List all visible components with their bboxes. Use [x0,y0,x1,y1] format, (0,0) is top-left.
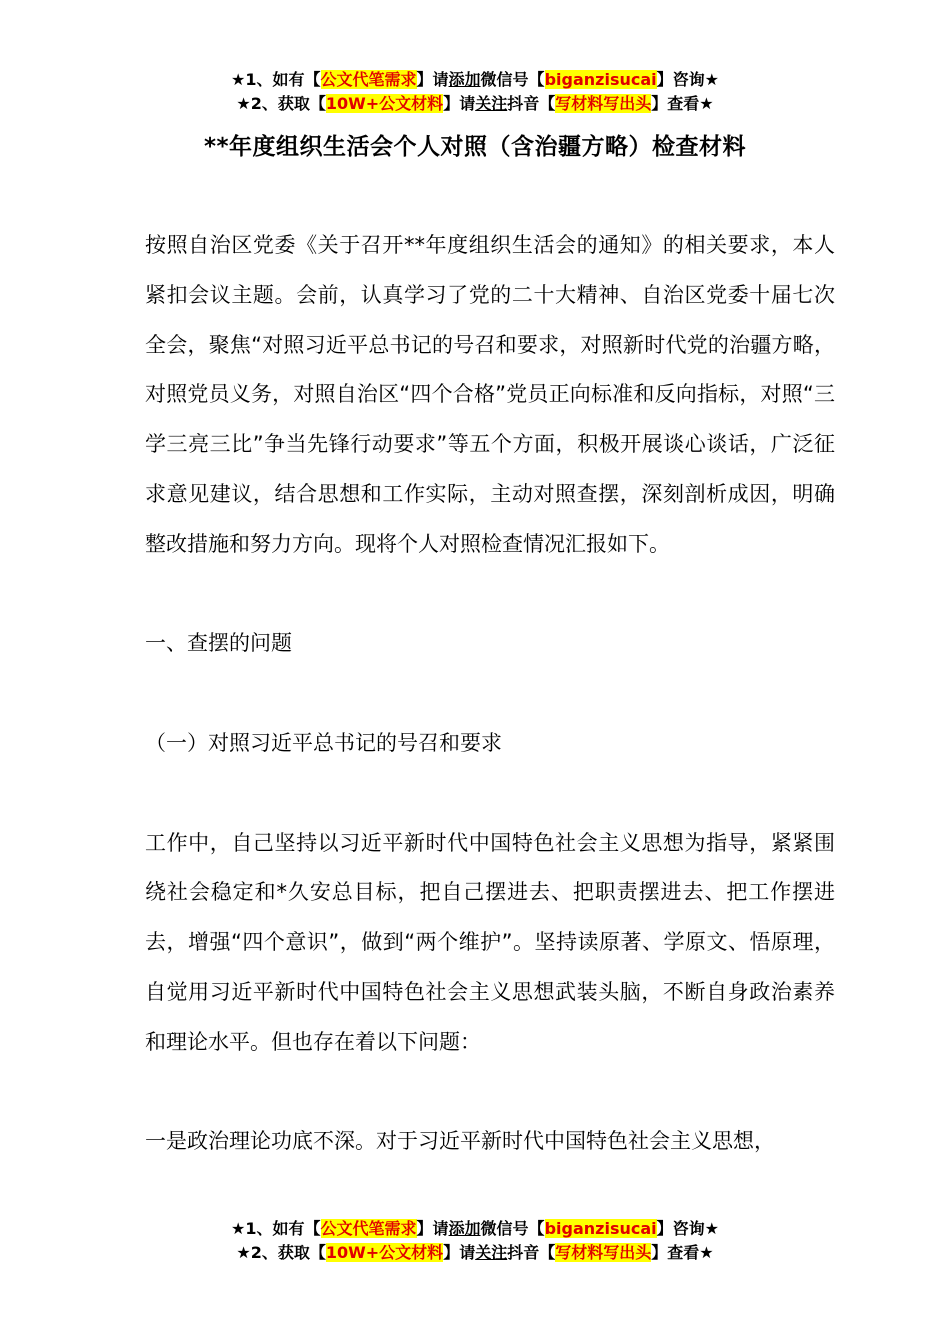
text-line: 按照自治区党委《关于召开**年度组织生活会的通知》的相关要求， [145,233,793,257]
text-line: 把工作摆进去，增强“四个意识”，做到“两个维护”。坚持读原 [145,880,836,955]
banner-line-1 [0,1217,950,1241]
banner-text: 】咨询★ [656,1219,719,1238]
banner-line-2 [0,92,950,116]
banner-text: 】查看★ [651,94,714,113]
text-line: 工作中，自己坚持以习近平新时代中国特色社会主义思想为指导， [145,830,771,855]
text-line: 正向标准和反向指标，对照“三学三亮三比”争当先锋行动要求” [145,382,835,457]
text-line: 等五个方面，积极开展谈心谈话，广泛征求意见建议，结合思想和 [145,432,836,506]
text-line: 委十届七次全会，聚焦“对照习近平总书记的号召和要求，对照新 [145,282,836,357]
text-line: 时代党的治疆方略，对照党员义务，对照自治区“四个合格”党员 [145,332,835,407]
banner-text: ★1、如有【 [231,70,321,89]
banner-highlight: 写材料写出头 [555,1243,652,1262]
banner-text: 】请 [416,70,449,89]
banner-highlight: 写材料写出头 [555,94,652,113]
banner-line-2 [0,1241,950,1265]
header-banner [0,68,950,116]
text-line: 一是政治理论功底不深。对于习近平新时代中国特色社会主义思想， [145,1129,775,1154]
banner-underlined-text: 添加 [448,1219,481,1238]
intro-paragraph [145,221,835,570]
banner-text: 抖音【 [507,94,556,113]
banner-underlined-text: 关注 [475,94,508,113]
text-line: 向。现将个人对照检查情况汇报如下。 [313,531,670,556]
text-line: 工作实际，主动对照查摆，深刻剖析成因，明确整改措施和努力方 [145,481,836,556]
banner-text: ★2、获取【 [236,94,326,113]
banner-text: 微信号【 [480,1219,545,1238]
body-paragraph [145,819,835,1068]
banner-underlined-text: 关注 [475,1243,508,1262]
body-paragraph [145,1117,835,1167]
banner-line-1 [0,68,950,92]
spacer [145,769,835,819]
text-line: 紧紧围绕社会稳定和*久安总目标，把自己摆进去、把职责摆进去、 [145,830,836,905]
banner-text: 】查看★ [651,1243,714,1262]
document-title: **年度组织生活会个人对照（含治疆方略）检查材料 [203,134,747,160]
text-line: 本人紧扣会议主题。会前，认真学习了党的二十大精神、自治区党 [145,233,836,307]
banner-text: 】请 [443,1243,476,1262]
banner-text: ★1、如有【 [231,1219,321,1238]
section-heading: 一、查摆的问题 [145,631,292,656]
spacer [145,669,835,719]
footer-banner [0,1217,950,1265]
banner-text: 微信号【 [480,70,545,89]
spacer [145,1068,835,1118]
banner-highlight: biganzisucai [544,1219,657,1238]
subsection-heading: （一）对照习近平总书记的号召和要求 [145,730,502,755]
banner-text: 】请 [416,1219,449,1238]
banner-underlined-text: 添加 [448,70,481,89]
banner-text: 】咨询★ [656,70,719,89]
banner-text: 抖音【 [507,1243,556,1262]
text-line: 武装头脑，不断自身政治素养和理论水平。但也存在着以下问题： [145,979,835,1054]
banner-highlight: biganzisucai [544,70,657,89]
spacer [145,570,835,620]
document-body [145,221,835,1167]
banner-highlight: 公文代笔需求 [320,1219,417,1238]
banner-text: ★2、获取【 [236,1243,326,1262]
text-line: 著、学原文、悟原理，自觉用习近平新时代中国特色社会主义思想 [145,930,835,1004]
banner-highlight: 公文代笔需求 [320,70,417,89]
banner-text: 】请 [443,94,476,113]
banner-highlight: 10W+公文材料 [325,1243,444,1262]
banner-highlight: 10W+公文材料 [325,94,444,113]
